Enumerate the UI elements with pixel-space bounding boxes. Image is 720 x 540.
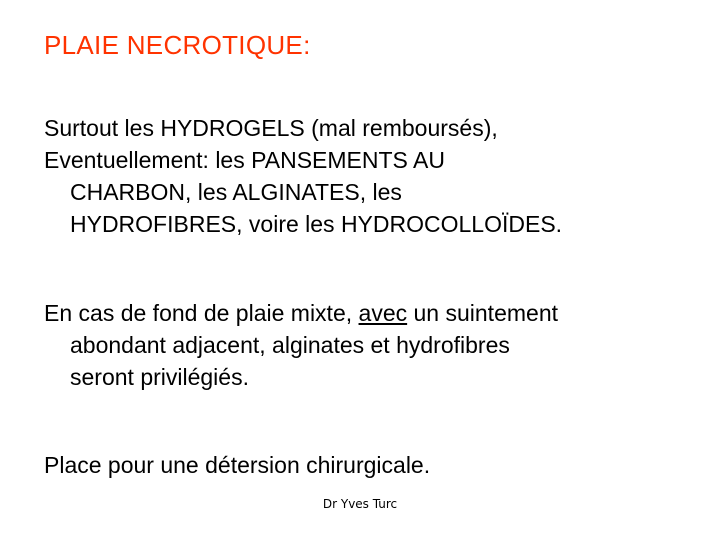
paragraph-mixed-wound — [44, 297, 704, 393]
text-segment: En cas de fond de plaie mixte, — [44, 300, 359, 326]
text-line: CHARBON, les ALGINATES, les — [70, 179, 402, 205]
text-line: Surtout les HYDROGELS (mal remboursés), — [44, 115, 498, 141]
text-line: seront privilégiés. — [70, 364, 249, 390]
footer-author: Dr Yves Turc — [322, 497, 398, 511]
text-line: Place pour une détersion chirurgicale. — [44, 452, 431, 478]
text-line — [44, 297, 704, 329]
text-line: Eventuellement: les PANSEMENTS AU — [44, 147, 445, 173]
underlined-word: avec — [358, 300, 408, 326]
text-line: abondant adjacent, alginates et hydrofibres — [70, 332, 510, 358]
text-line: HYDROFIBRES, voire les HYDROCOLLOÏDES. — [70, 211, 563, 237]
slide-title: PLAIE NECROTIQUE: — [44, 30, 311, 60]
paragraph-surgical — [44, 449, 704, 481]
text-segment: un suintement — [407, 300, 558, 326]
paragraph-dressings — [44, 112, 704, 240]
